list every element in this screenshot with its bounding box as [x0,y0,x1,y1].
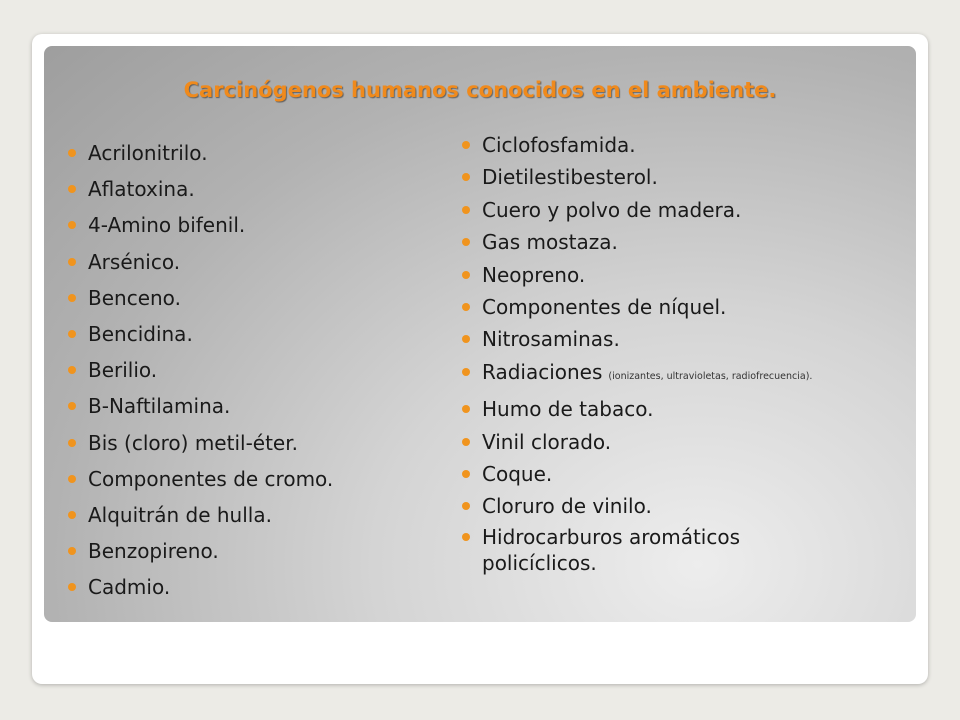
list-item [462,227,902,257]
radiaciones-note: (ionizantes, ultravioletas, radiofrecuencia). [608,370,813,382]
list-item [68,138,438,174]
bullet-icon [462,173,470,181]
list-item [68,428,438,464]
bullet-icon [462,335,470,343]
bullet-icon [68,294,76,302]
list-item [68,464,438,500]
list-item-text: Alquitrán de hulla. [88,502,272,527]
list-item [68,572,438,608]
bullet-icon [68,402,76,410]
bullet-icon [68,330,76,338]
list-item-text: Vinil clorado. [482,429,612,454]
list-item [462,260,902,290]
bullet-icon [68,547,76,555]
slide-title: Carcinógenos humanos conocidos en el ambiente. [183,78,777,102]
list-item-text: Radiaciones [482,359,603,384]
list-item-text: Ciclofosfamida. [482,133,636,157]
right-bullet-list [462,130,902,578]
list-item-text: Bencidina. [88,321,193,346]
list-item [462,162,902,192]
list-item-text: Acrilonitrilo. [88,141,208,165]
bullet-icon [68,439,76,447]
list-item [68,247,438,283]
bullet-icon [68,221,76,229]
list-item [462,491,902,521]
list-item-text: Cadmio. [88,575,171,600]
bullet-icon [68,583,76,591]
list-item-text: Bis (cloro) metil-éter. [88,430,298,455]
list-item [462,195,902,225]
list-item-text: Componentes de níquel. [482,294,727,319]
bullet-icon [462,271,470,279]
bullet-icon [462,368,470,376]
list-item-text: Coque. [482,461,553,486]
list-item-text: Benceno. [88,285,181,310]
list-item [68,319,438,355]
bullet-icon [462,206,470,214]
list-item-text: Hidrocarburos aromáticos policíclicos. [482,524,741,575]
list-item-text: Cuero y polvo de madera. [482,197,742,222]
list-item [462,130,902,160]
list-item [68,283,438,319]
list-item [462,324,902,354]
bullet-icon [462,405,470,413]
list-item [462,427,902,457]
bullet-icon [462,533,470,541]
list-item [68,391,438,427]
list-item [68,500,438,536]
list-item [462,459,902,489]
bullet-icon [462,502,470,510]
bullet-icon [68,258,76,266]
list-item-text: Neopreno. [482,262,586,287]
list-item-text: Berilio. [88,358,158,383]
bullet-icon [68,366,76,374]
left-bullet-list [68,138,438,608]
list-item-text: Cloruro de vinilo. [482,494,652,519]
list-item-text: Componentes de cromo. [88,466,334,491]
list-item [462,394,902,424]
list-item-text: Gas mostaza. [482,230,618,255]
bullet-icon [462,438,470,446]
bullet-icon [462,470,470,478]
list-item [68,355,438,391]
list-item-text: Arsénico. [88,249,181,274]
list-item [68,536,438,572]
list-item-text: Nitrosaminas. [482,327,620,352]
list-item [68,174,438,210]
list-item-text: B-Naftilamina. [88,394,231,419]
list-item-text: Aflatoxina. [88,177,195,202]
bullet-icon [68,185,76,193]
bullet-icon [462,238,470,246]
list-item [462,524,842,576]
list-item-text: Benzopireno. [88,539,219,564]
bullet-icon [68,149,76,157]
list-item [462,357,902,392]
bullet-icon [462,303,470,311]
list-item [68,210,438,246]
bullet-icon [462,141,470,149]
bullet-icon [68,511,76,519]
list-item-text: Humo de tabaco. [482,397,654,422]
list-item-text: 4-Amino bifenil. [88,213,246,238]
list-item-text: Dietilestibesterol. [482,165,658,190]
list-item [462,292,902,322]
bullet-icon [68,475,76,483]
